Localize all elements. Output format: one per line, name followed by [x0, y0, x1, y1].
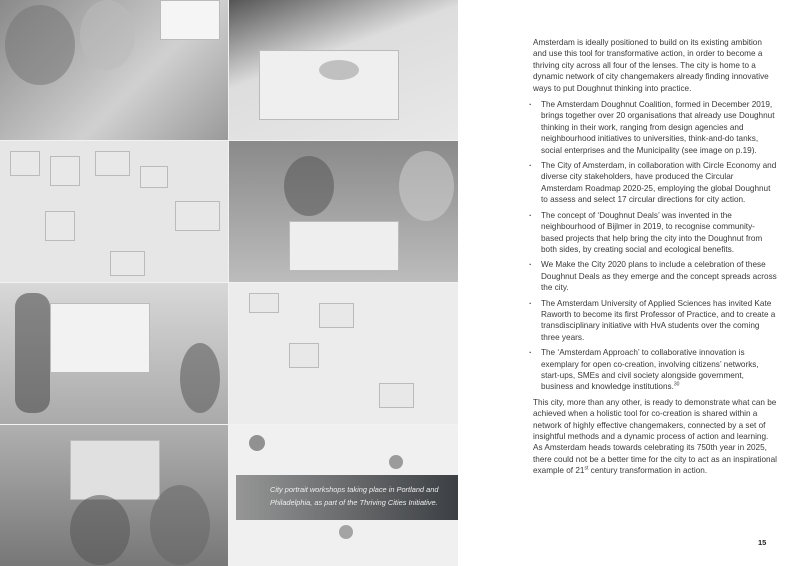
page-number: 15: [758, 538, 767, 547]
photo-caption: City portrait workshops taking place in Portland and Philadelphia, as part of the Thriving Cities Initiative.: [236, 475, 458, 520]
ordinal-suffix: st: [584, 465, 589, 472]
initiatives-list: [533, 99, 777, 393]
closing-paragraph: [533, 397, 777, 477]
list-item-text: The ‘Amsterdam Approach’ to collaborative innovation is exemplary for open co-creation, involving citizens’ networks, start-ups, SMEs and civil society alongside government, business and knowledge institutions.: [541, 348, 759, 392]
list-item: · The City of Amsterdam, in collaboration with Circle Economy and diverse city stakeholders, have produced the Circular Amsterdam Roadmap 2020-25, employing the global Doughnut to assess and select 17 circular directions for city action.: [533, 160, 777, 206]
closing-text-end: century transformation in action.: [588, 466, 708, 476]
list-item: [533, 347, 777, 393]
footnote-ref: 30: [673, 381, 680, 388]
list-item: · The Amsterdam University of Applied Sciences has invited Kate Raworth to become its first Professor of Practice, and to create a transdisciplinary initiative with HvA students over the coming three years.: [533, 298, 777, 344]
photo-people-writing: [229, 141, 458, 282]
list-item: · We Make the City 2020 plans to include a celebration of these Doughnut Deals as they emerge and the concept spreads across the city.: [533, 259, 777, 293]
photo-doughnut-worksheets: [229, 0, 458, 140]
photo-sticky-notes: [0, 141, 228, 282]
photo-workshop-table: [0, 0, 228, 140]
list-item: · The Amsterdam Doughnut Coalition, formed in December 2019, brings together over 20 organisations that already use Doughnut thinking in their work, ranging from design agencies and neighbourhood initiatives to universities, think-and-do tanks, social enterprises and the Municipality (see image on p.19).: [533, 99, 777, 156]
photo-group-workshop: [0, 425, 228, 566]
list-item: · The concept of ‘Doughnut Deals’ was invented in the neighbourhood of Bijlmer in 2019, to recognise community-based projects that help bring the city into the Doughnut from both sides, by creating social and ecological benefits.: [533, 210, 777, 256]
photo-vicious-cycle: [229, 283, 458, 424]
photo-presentation: [0, 283, 228, 424]
closing-text: This city, more than any other, is ready to demonstrate what can be achieved when a holistic tool for co-creation is shared within a network of highly effective changemakers, connected by a set of insightful methods and a dynamic process of action and learning. As Amsterdam heads towards celebrating its 750th year in 2025, there could not be a better time for the city to act as an inspirational example of 21: [533, 397, 777, 476]
intro-paragraph: Amsterdam is ideally positioned to build on its existing ambition and use this tool for transformative action, in order to become a thriving city across all four of the lenses. The city is home to a dynamic network of city changemakers already finding innovative ways to put Doughnut thinking into practice.: [533, 38, 769, 93]
body-text: [533, 37, 777, 482]
